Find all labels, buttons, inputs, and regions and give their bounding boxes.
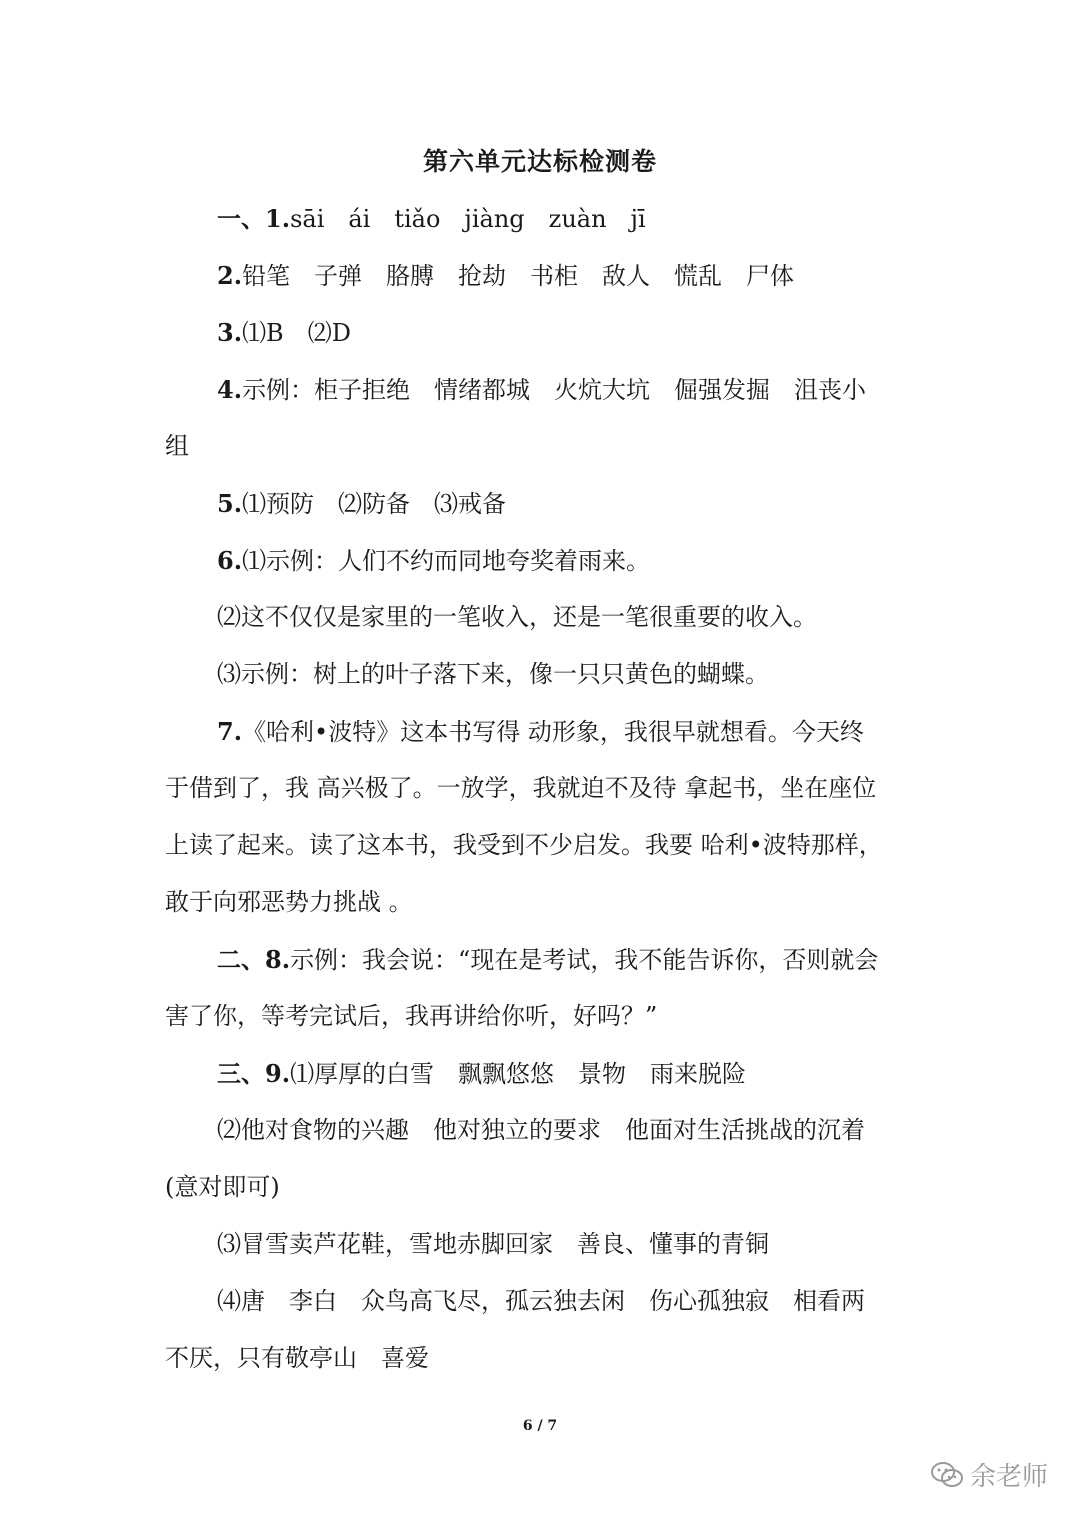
answer-text: 害了你，等考完试后，我再讲给你听，好吗？” (165, 1002, 658, 1030)
answer-line (165, 589, 920, 646)
answer-line (165, 361, 920, 418)
answer-line (165, 1102, 920, 1159)
answer-line (165, 988, 920, 1045)
answer-text: 组 (165, 432, 189, 460)
watermark (930, 1456, 1048, 1493)
answer-text: (意对即可) (165, 1173, 280, 1201)
answer-text: ⑴示例：人们不约而同地夸奖着雨来。 (242, 547, 651, 575)
answer-line (165, 1216, 920, 1273)
answer-text: ⑵这不仅仅是家里的一笔收入，还是一笔很重要的收入。 (217, 603, 817, 631)
question-number: 一、1. (217, 204, 291, 233)
answer-text: 于借到了，我 高兴极了。一放学，我就迫不及待 拿起书，坐在座位 (165, 774, 877, 802)
answer-text: 示例：柜子拒绝 情绪都城 火炕大坑 倔强发掘 沮丧小 (242, 376, 867, 404)
question-number: 2. (217, 261, 243, 290)
answer-text: ⑷唐 李白 众鸟高飞尽，孤云独去闲 伤心孤独寂 相看两 (217, 1287, 865, 1315)
answer-line (165, 1045, 920, 1102)
answer-text: 《哈利•波特》这本书写得 动形象，我很早就想看。今天终 (242, 718, 864, 746)
answer-line (165, 874, 920, 931)
answer-line (165, 532, 920, 589)
page-number: 6 / 7 (522, 1418, 558, 1434)
answer-line (165, 475, 920, 532)
answer-text: ⑶示例：树上的叶子落下来，像一只只黄色的蝴蝶。 (217, 660, 769, 688)
answer-line (165, 418, 920, 475)
question-number: 3. (217, 318, 243, 347)
answer-text: 上读了起来。读了这本书，我受到不少启发。我要 哈利•波特那样， (165, 831, 883, 859)
answer-line (165, 190, 920, 247)
wechat-icon (930, 1461, 964, 1489)
answer-line (165, 760, 920, 817)
answer-text: 示例：我会说：“现在是考试，我不能告诉你，否则就会 (290, 946, 879, 974)
answer-text: ⑴厚厚的白雪 飘飘悠悠 景物 雨来脱险 (290, 1060, 747, 1088)
answer-text: 不厌，只有敬亭山 喜爱 (165, 1344, 429, 1372)
question-number: 5. (217, 489, 243, 518)
answer-line (165, 817, 920, 874)
question-number: 三、9. (217, 1059, 291, 1088)
answer-text: ⑴B ⑵D (242, 319, 351, 347)
answer-text: sāi ái tiǎo jiàng zuàn jī (290, 205, 646, 233)
answer-line (165, 1159, 920, 1216)
answer-text: ⑴预防 ⑵防备 ⑶戒备 (242, 490, 507, 518)
page-title: 第六单元达标检测卷 (422, 147, 657, 176)
answer-text: ⑵他对食物的兴趣 他对独立的要求 他面对生活挑战的沉着 (217, 1116, 865, 1144)
answer-line (165, 931, 920, 988)
answer-line (165, 703, 920, 760)
question-number: 7. (217, 717, 243, 746)
answer-text: ⑶冒雪卖芦花鞋，雪地赤脚回家 善良、懂事的青铜 (217, 1230, 769, 1258)
question-number: 6. (217, 546, 243, 575)
answer-body (165, 190, 920, 1387)
answer-line (165, 646, 920, 703)
watermark-text: 余老师 (970, 1462, 1049, 1492)
answer-text: 铅笔 子弹 胳膊 抢劫 书柜 敌人 慌乱 尸体 (242, 262, 795, 290)
answer-line (165, 1330, 920, 1387)
answer-line (165, 1273, 920, 1330)
question-number: 二、8. (217, 945, 291, 974)
answer-line (165, 247, 920, 304)
answer-line (165, 304, 920, 361)
answer-text: 敢于向邪恶势力挑战 。 (165, 888, 413, 916)
question-number: 4. (217, 375, 243, 404)
